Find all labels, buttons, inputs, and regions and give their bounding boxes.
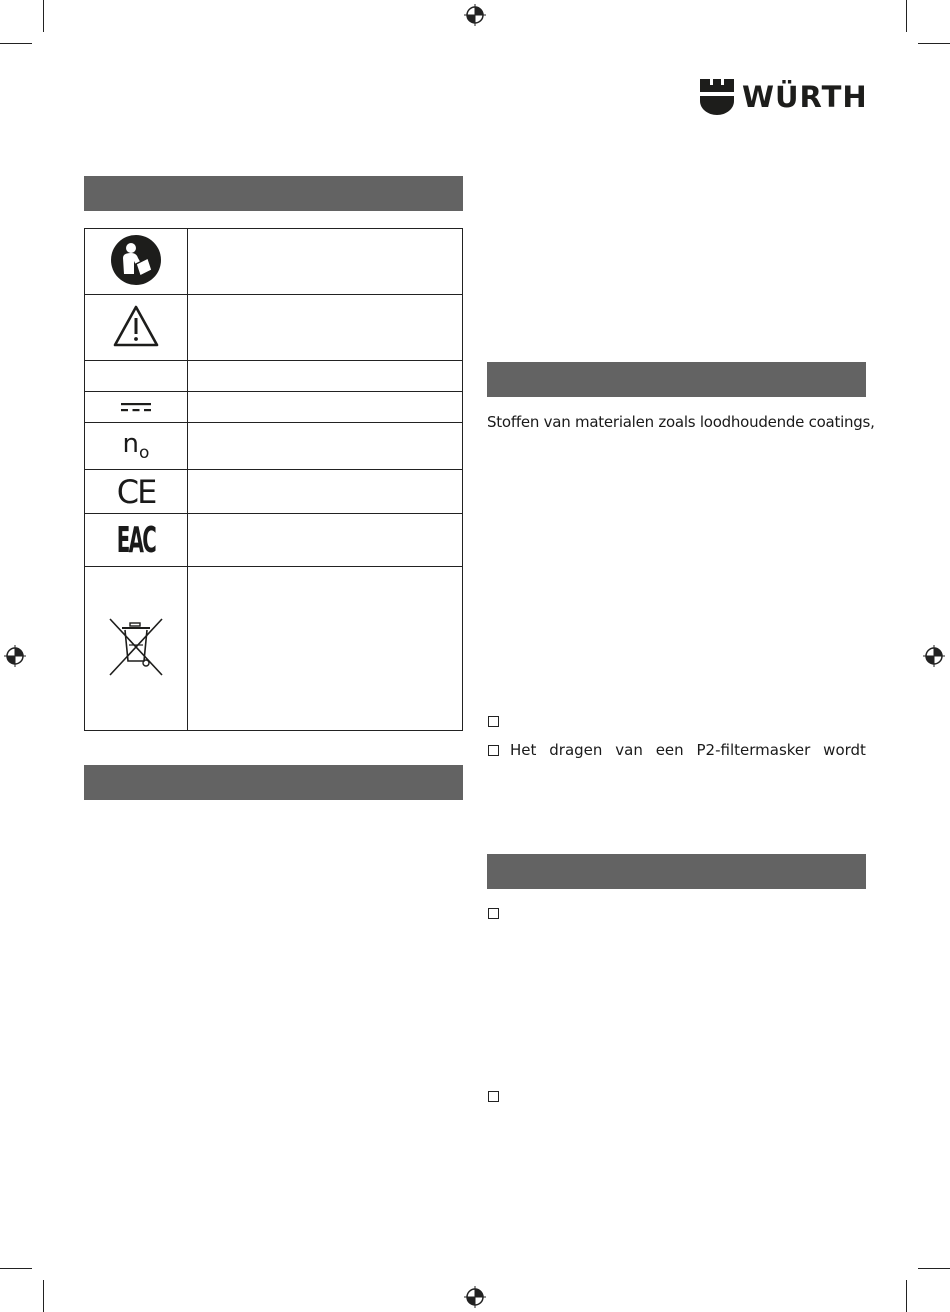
crop-mark-top-left-h [0, 43, 32, 44]
read-manual-icon [110, 234, 162, 286]
checkbox-item-4 [488, 1091, 499, 1102]
word: een [655, 741, 684, 759]
crop-mark-bottom-right-v [906, 1280, 907, 1312]
table-cell-text [188, 229, 463, 295]
section-heading-bar-symbols [84, 176, 463, 211]
table-row [85, 229, 463, 295]
registration-mark-right-icon [923, 645, 945, 667]
table-row [85, 392, 463, 423]
warning-triangle-icon [112, 304, 160, 348]
eac-mark-icon: EAC [116, 519, 156, 561]
no-load-speed-subscript: o [139, 443, 150, 463]
table-cell-icon [85, 470, 188, 514]
no-load-speed-symbol: n [122, 429, 140, 459]
table-cell-text [188, 567, 463, 731]
table-row [85, 295, 463, 361]
checkbox-item-2-text [510, 741, 866, 759]
table-cell-icon [85, 229, 188, 295]
word: P2-filtermasker [696, 741, 811, 759]
section-heading-bar-right-2 [487, 854, 866, 889]
table-cell-text [188, 361, 463, 392]
checkbox-item-2 [488, 745, 499, 756]
crop-mark-bottom-right-h [918, 1268, 950, 1269]
table-cell-text [188, 295, 463, 361]
crop-mark-top-right-v [906, 0, 907, 32]
dust-paragraph-line: Stoffen van materialen zoals loodhoudende coatings, [487, 413, 875, 431]
direct-current-icon [120, 401, 152, 413]
wurth-emblem-icon [700, 79, 734, 115]
checkbox-item-3 [488, 908, 499, 919]
crop-mark-top-right-h [918, 43, 950, 44]
ce-mark-icon: CE [116, 472, 156, 511]
section-heading-bar-dust [487, 362, 866, 397]
table-row [85, 514, 463, 567]
table-cell-icon [85, 295, 188, 361]
table-cell-text [188, 392, 463, 423]
table-cell-text [188, 423, 463, 470]
word: dragen [549, 741, 603, 759]
table-cell-text [188, 470, 463, 514]
table-row [85, 361, 463, 392]
table-row [85, 423, 463, 470]
crop-mark-bottom-left-h [0, 1268, 32, 1269]
table-cell-icon [85, 567, 188, 731]
word: Het [510, 741, 537, 759]
weee-bin-icon [108, 617, 164, 677]
crop-mark-top-left-v [43, 0, 44, 32]
registration-mark-top-icon [464, 4, 486, 26]
word: wordt [823, 741, 866, 759]
table-cell-icon [85, 361, 188, 392]
table-cell-text [188, 514, 463, 567]
table-cell-icon [85, 514, 188, 567]
no-load-speed-icon [122, 429, 150, 463]
word: van [615, 741, 643, 759]
checkbox-item-1 [488, 716, 499, 727]
registration-mark-bottom-icon [464, 1286, 486, 1308]
table-row [85, 470, 463, 514]
registration-mark-left-icon [4, 645, 26, 667]
section-heading-bar-left-2 [84, 765, 463, 800]
symbols-table [84, 228, 463, 731]
wurth-logo-text: WÜRTH [742, 79, 868, 114]
table-cell-icon [85, 392, 188, 423]
table-cell-icon [85, 423, 188, 470]
crop-mark-bottom-left-v [43, 1280, 44, 1312]
wurth-logo [700, 79, 868, 115]
table-row [85, 567, 463, 731]
